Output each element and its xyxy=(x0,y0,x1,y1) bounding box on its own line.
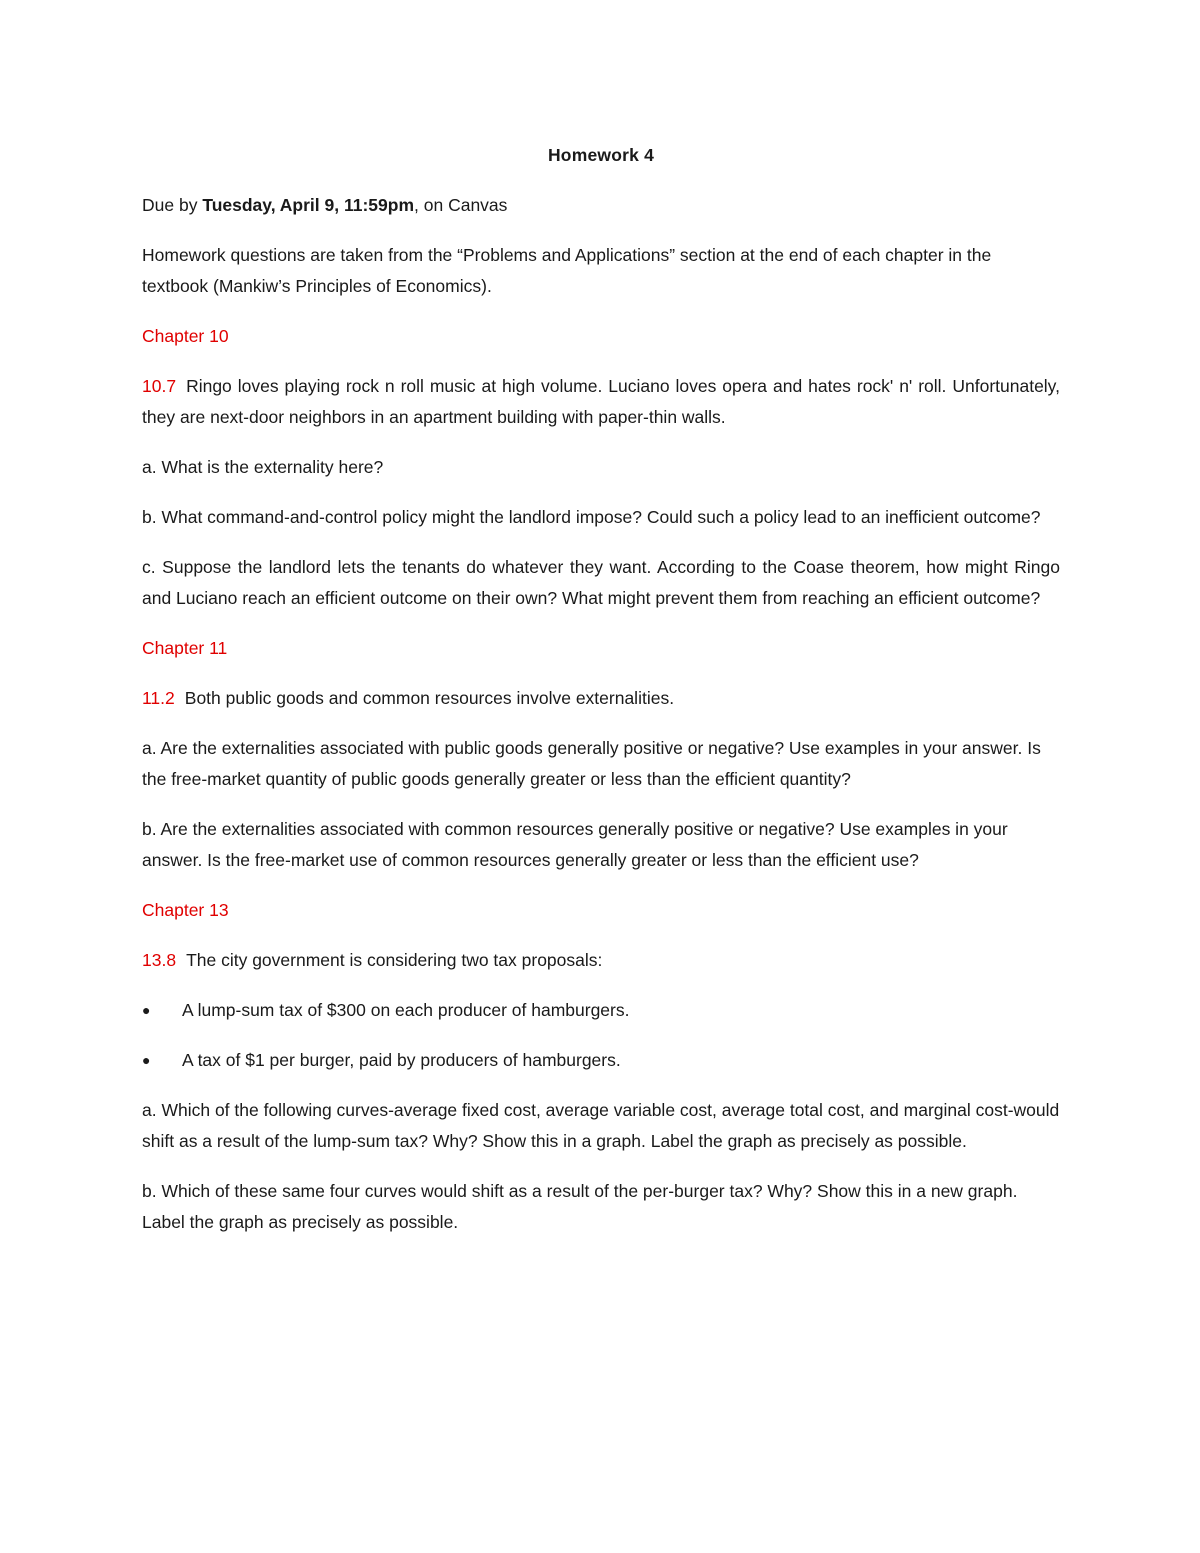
chapter-11-heading: Chapter 11 xyxy=(142,638,228,658)
bullet-icon: ● xyxy=(142,1052,151,1068)
page-title: Homework 4 xyxy=(547,145,655,165)
question-10-7-part-a: a. What is the externality here? xyxy=(142,457,384,477)
chapter-13-heading: Chapter 13 xyxy=(142,900,229,920)
question-11-2 xyxy=(142,683,1060,714)
question-10-7 xyxy=(142,371,1060,433)
question-13-8-part-b: b. Which of these same four curves would shift as a result of the per-burger tax? Why? Show this in a new graph. Label the graph as precisely as possible. xyxy=(142,1181,1018,1232)
question-11-2-part-b: b. Are the externalities associated with common resources generally positive or negative? Use examples in your answer. Is the free-market use of common resources generally greater or less than the efficient use? xyxy=(142,819,1008,870)
question-10-7-part-b: b. What command-and-control policy might the landlord impose? Could such a policy lead to an inefficient outcome? xyxy=(142,507,1041,527)
list-item xyxy=(142,995,1060,1026)
due-suffix: , on Canvas xyxy=(414,195,508,215)
question-number: 13.8 xyxy=(142,950,177,970)
list-item-text: A tax of $1 per burger, paid by producers of hamburgers. xyxy=(182,1050,621,1070)
tax-proposals-list xyxy=(142,995,1060,1076)
chapter-10-heading: Chapter 10 xyxy=(142,326,229,346)
list-item-text: A lump-sum tax of $300 on each producer of hamburgers. xyxy=(182,1000,630,1020)
question-number: 11.2 xyxy=(142,688,175,708)
intro-paragraph: Homework questions are taken from the “Problems and Applications” section at the end of each chapter in the textbook (Mankiw’s Principles of Economics). xyxy=(142,245,992,296)
due-deadline: Tuesday, April 9, 11:59pm xyxy=(202,195,415,215)
question-13-8-part-a: a. Which of the following curves-average fixed cost, average variable cost, average total cost, and marginal cost-would shift as a result of the lump-sum tax? Why? Show this in a graph. Label the graph as precisely as possible. xyxy=(142,1100,1060,1151)
due-line xyxy=(142,190,1060,221)
list-item xyxy=(142,1045,1060,1076)
question-10-7-part-c: c. Suppose the landlord lets the tenants do whatever they want. According to the Coase theorem, how might Ringo and Luciano reach an efficient outcome on their own? What might prevent them from reaching an efficient outcome? xyxy=(142,557,1060,608)
bullet-icon: ● xyxy=(142,1002,151,1018)
due-prefix: Due by xyxy=(142,195,203,215)
question-text: Ringo loves playing rock n roll music at high volume. Luciano loves opera and hates rock' n' roll. Unfortunately, they are next-door neighbors in an apartment building with paper-thin walls. xyxy=(142,376,1060,427)
question-text: The city government is considering two tax proposals: xyxy=(186,950,603,970)
question-11-2-part-a: a. Are the externalities associated with public goods generally positive or negative? Use examples in your answer. Is the free-market quantity of public goods generally greater or less than the efficient quantity? xyxy=(142,738,1041,789)
question-number: 10.7 xyxy=(142,376,177,396)
question-text: Both public goods and common resources involve externalities. xyxy=(184,688,675,708)
question-13-8 xyxy=(142,945,1060,976)
homework-page xyxy=(142,140,1060,1257)
